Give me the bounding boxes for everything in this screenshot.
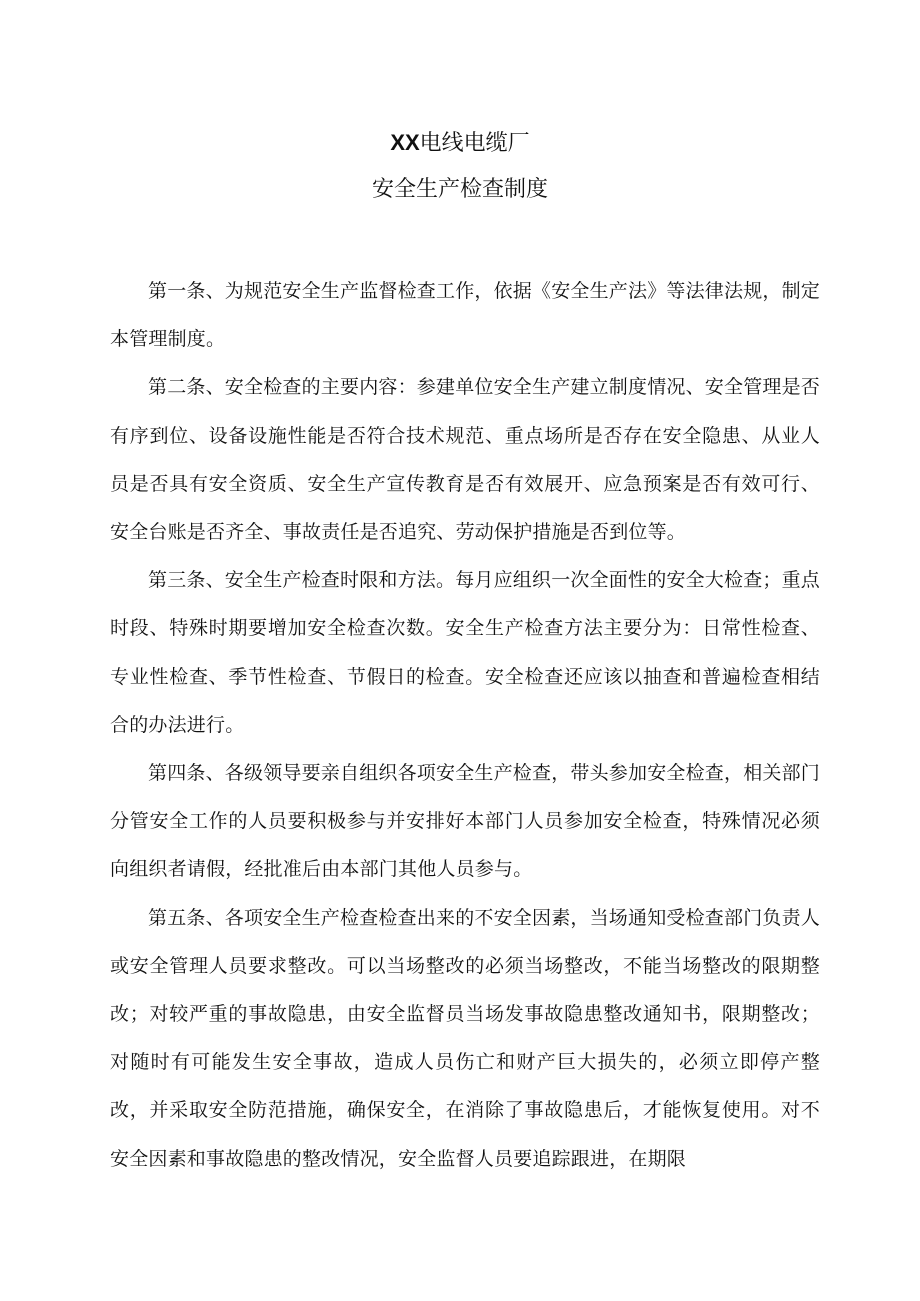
document-subtitle: 安全生产检查制度 (371, 177, 548, 202)
paragraph-article-3: 第三条、安全生产检查时限和方法。每月应组织一次全面性的安全大检查；重点时段、特殊时期要增加安全检查次数。安全生产检查方法主要分为：日常性检查、专业性检查、季节性检查、节假日的检查。安全检查还应该以抽查和普遍检查相结合的办法进行。 (110, 569, 821, 736)
paragraph-article-5: 第五条、各项安全生产检查检查出来的不安全因素，当场通知受检查部门负责人或安全管理人员要求整改。可以当场整改的必须当场整改，不能当场整改的限期整改；对较严重的事故隐患，由安全监督员当场发事故隐患整改通知书，限期整改；对随时有可能发生安全事故，造成人员伤亡和财产巨大损失的，必须立即停产整改，并采取安全防范措施，确保安全，在消除了事故隐患后，才能恢复使用。对不安全因素和事故隐患的整改情况，安全监督人员要追踪跟进，在期限 (110, 906, 821, 1170)
title-company: 电线电缆厂 (419, 131, 530, 156)
paragraph-article-2: 第二条、安全检查的主要内容：参建单位安全生产建立制度情况、安全管理是否有序到位、设备设施性能是否符合技术规范、重点场所是否存在安全隐患、从业人员是否具有安全资质、安全生产宣传教育是否有效展开、应急预案是否有效可行、安全台账是否齐全、事故责任是否追究、劳动保护措施是否到位等。 (110, 376, 821, 544)
paragraph-article-1: 第一条、为规范安全生产监督检查工作，依据《安全生产法》等法律法规，制定本管理制度。 (110, 280, 821, 351)
title-prefix: XX (390, 130, 420, 155)
paragraph-article-4: 第四条、各级领导要亲自组织各项安全生产检查，带头参加安全检查，相关部门分管安全工作的人员要积极参与并安排好本部门人员参加安全检查，特殊情况必须向组织者请假，经批准后由本部门其他人员参与。 (110, 762, 821, 881)
document-title (0, 128, 920, 159)
document-body (110, 267, 820, 1183)
